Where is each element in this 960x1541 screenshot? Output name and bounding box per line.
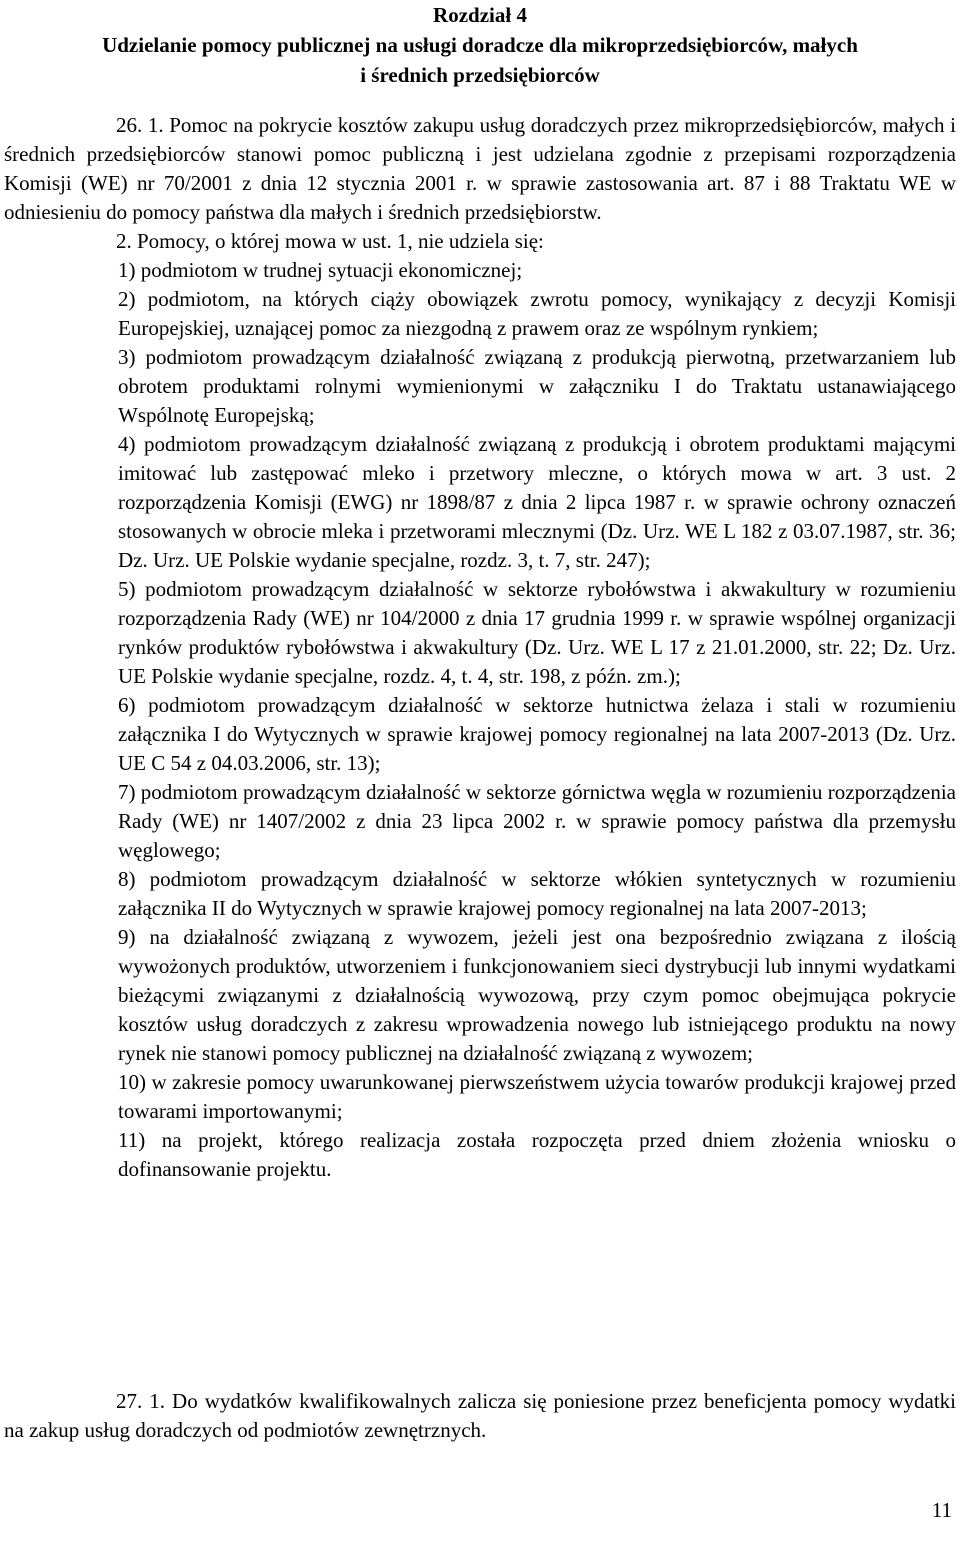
list-item: 4) podmiotom prowadzącym działalność związaną z produkcją i obrotem produktami mającymi imitować lub zastępować mleko i przetwory mleczne, o których mowa w art. 3 ust. 2 rozporządzenia Komisji (EWG) nr 1898/87 z dnia 2 lipca 1987 r. w sprawie ochrony oznaczeń stosowanych w obrocie mleka i przetworami mlecznymi (Dz. Urz. WE L 182 z 03.07.1987, str. 36; Dz. Urz. UE Polskie wydanie specjalne, rozdz. 3, t. 7, str. 247);: [118, 432, 956, 572]
list-item: 3) podmiotom prowadzącym działalność związaną z produkcją pierwotną, przetwarzaniem lub obrotem produktami rolnymi wymienionymi w załączniku I do Traktatu ustanawiającego Wspólnotę Europejską;: [118, 345, 956, 427]
chapter-label: Rozdział 4: [433, 3, 527, 27]
section-27: [4, 1387, 956, 1445]
section-26-paragraph-2: 2. Pomocy, o której mowa w ust. 1, nie udziela się:: [116, 229, 544, 253]
chapter-title-line-2: i średnich przedsiębiorców: [360, 63, 600, 87]
chapter-title-line-1: Udzielanie pomocy publicznej na usługi doradcze dla mikroprzedsiębiorców, małych: [102, 33, 858, 57]
list-item: 6) podmiotom prowadzącym działalność w sektorze hutnictwa żelaza i stali w rozumieniu załącznika I do Wytycznych w sprawie krajowej pomocy regionalnej na lata 2007-2013 (Dz. Urz. UE C 54 z 04.03.2006, str. 13);: [118, 693, 956, 775]
list-item: 10) w zakresie pomocy uwarunkowanej pierwszeństwem użycia towarów produkcji krajowej przed towarami importowanymi;: [118, 1070, 956, 1123]
section-26: [4, 111, 956, 1184]
exclusion-list: [118, 256, 956, 1184]
section-26-paragraph-1: 26. 1. Pomoc na pokrycie kosztów zakupu usług doradczych przez mikroprzedsiębiorców, małych i średnich przedsiębiorców stanowi pomoc publiczną i jest udzielana zgodnie z przepisami rozporządzenia Komisji (WE) nr 70/2001 z dnia 12 stycznia 2001 r. w sprawie zastosowania art. 87 i 88 Traktatu WE w odniesieniu do pomocy państwa dla małych i średnich przedsiębiorstw.: [4, 113, 956, 224]
list-item: 1) podmiotom w trudnej sytuacji ekonomicznej;: [118, 258, 523, 282]
page-number: 11: [931, 1498, 952, 1522]
list-item: 7) podmiotom prowadzącym działalność w sektorze górnictwa węgla w rozumieniu rozporządzenia Rady (WE) nr 1407/2002 z dnia 23 lipca 2002 r. w sprawie pomocy państwa dla przemysłu węglowego;: [118, 780, 956, 862]
list-item: 9) na działalność związaną z wywozem, jeżeli jest ona bezpośrednio związana z ilością wywożonych produktów, utworzeniem i funkcjonowaniem sieci dystrybucji lub innymi wydatkami bieżącymi związanymi z działalnością wywozową, przy czym pomoc obejmująca pokrycie kosztów usług doradczych z zakresu wprowadzenia nowego lub istniejącego produktu na nowy rynek nie stanowi pomocy publicznej na działalność związaną z wywozem;: [118, 925, 956, 1065]
list-item: 11) na projekt, którego realizacja została rozpoczęta przed dniem złożenia wniosku o dofinansowanie projektu.: [118, 1128, 956, 1181]
list-item: 5) podmiotom prowadzącym działalność w sektorze rybołówstwa i akwakultury w rozumieniu rozporządzenia Rady (WE) nr 104/2000 z dnia 17 grudnia 1999 r. w sprawie wspólnej organizacji rynków produktów rybołówstwa i akwakultury (Dz. Urz. WE L 17 z 21.01.2000, str. 22; Dz. Urz. UE Polskie wydanie specjalne, rozdz. 4, t. 4, str. 198, z późn. zm.);: [118, 577, 956, 688]
section-27-paragraph-1: 27. 1. Do wydatków kwalifikowalnych zalicza się poniesione przez beneficjenta pomocy wydatki na zakup usług doradczych od podmiotów zewnętrznych.: [4, 1389, 956, 1442]
chapter-heading: [0, 0, 960, 90]
list-item: 8) podmiotom prowadzącym działalność w sektorze włókien syntetycznych w rozumieniu załącznika II do Wytycznych w sprawie krajowej pomocy regionalnej na lata 2007-2013;: [118, 867, 956, 920]
list-item: 2) podmiotom, na których ciąży obowiązek zwrotu pomocy, wynikający z decyzji Komisji Europejskiej, uznającej pomoc za niezgodną z prawem oraz ze wspólnym rynkiem;: [118, 287, 956, 340]
